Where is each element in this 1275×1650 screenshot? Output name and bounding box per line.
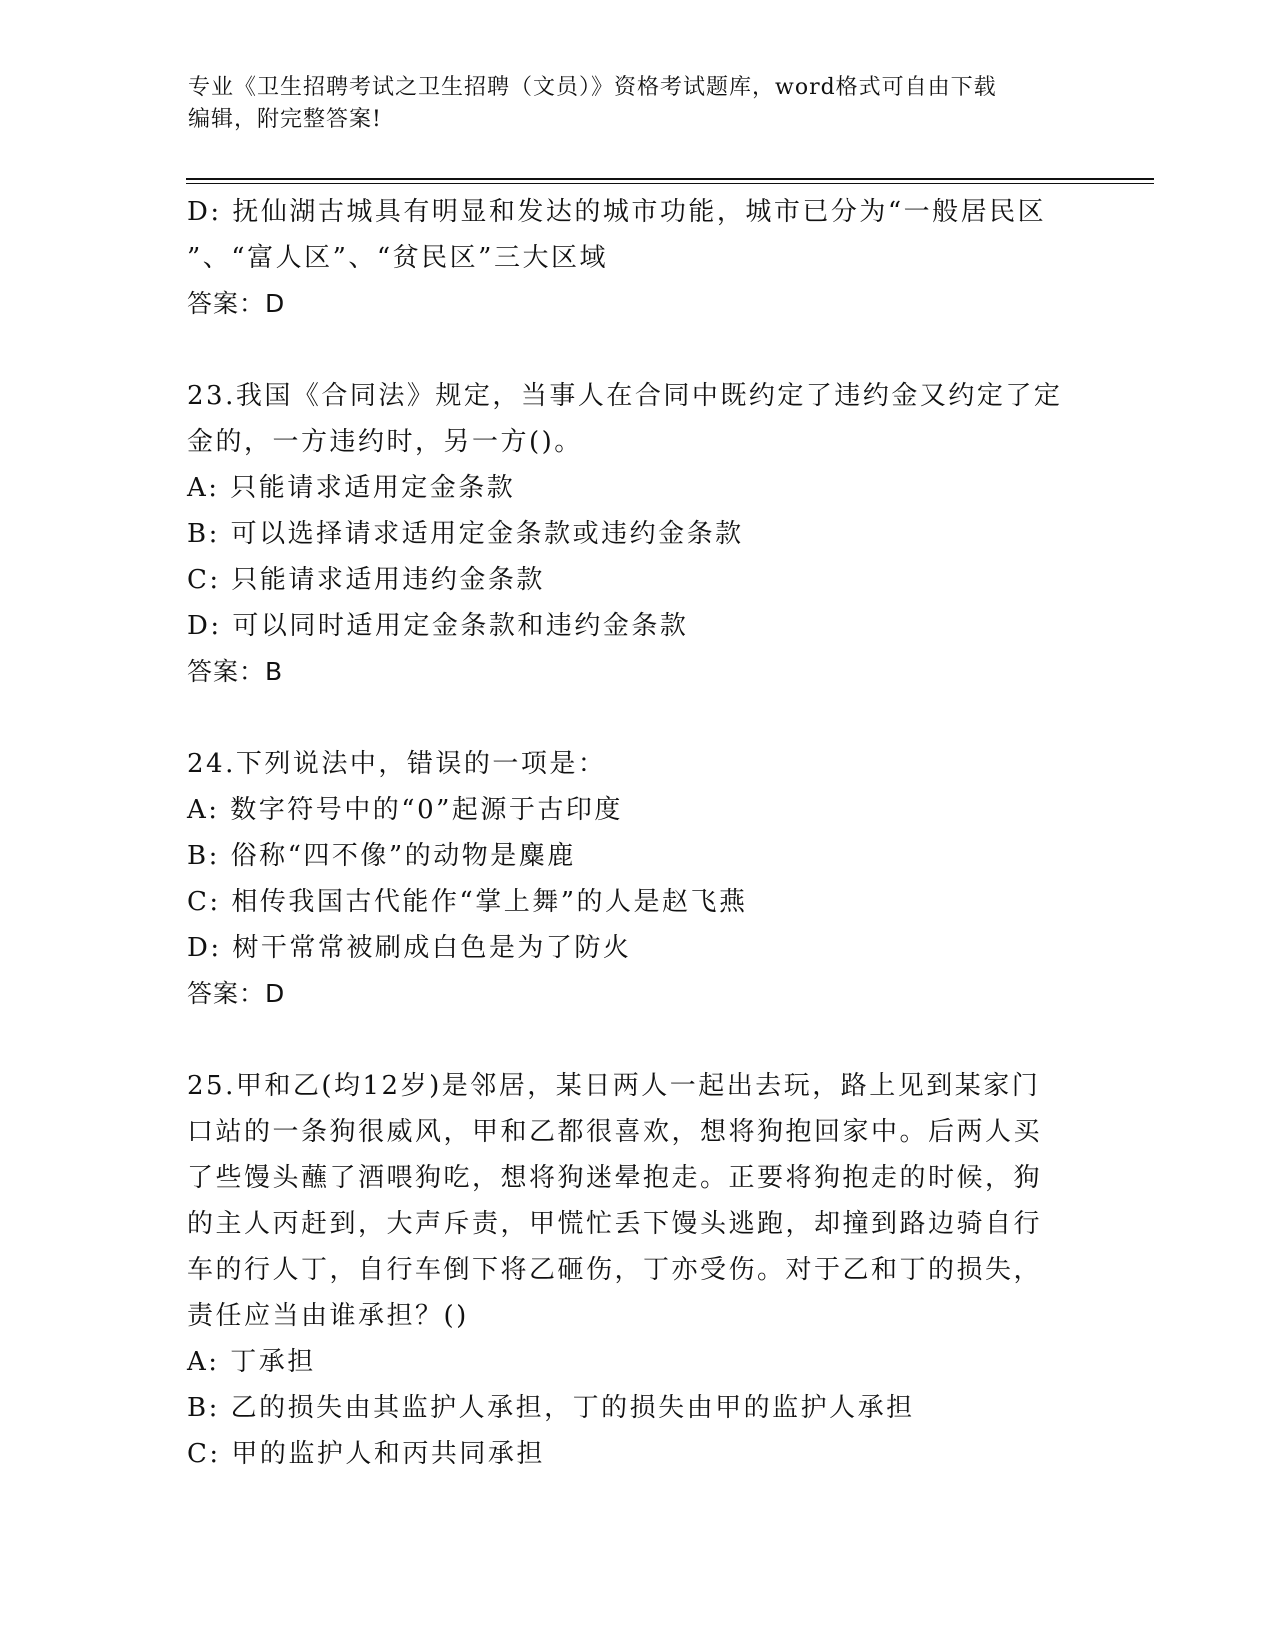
question-stem-line: 口站的一条狗很威风，甲和乙都很喜欢，想将狗抱回家中。后两人买 [187, 1117, 1043, 1147]
question-stem-line: 金的，一方违约时，另一方()。 [187, 427, 583, 457]
answer-label: 答案：D [187, 289, 286, 318]
header-divider-thick [186, 178, 1154, 180]
question-22-fragment [187, 189, 1087, 327]
option-b: B: 可以选择请求适用定金条款或违约金条款 [187, 519, 744, 549]
option-a: A: 只能请求适用定金条款 [187, 473, 516, 503]
question-24 [187, 741, 1087, 1017]
option-d: D: 树干常常被刷成白色是为了防火 [187, 933, 632, 963]
document-header [188, 72, 1088, 136]
question-list [187, 189, 1087, 1477]
question-25 [187, 1063, 1087, 1477]
question-stem-line: 车的行人丁，自行车倒下将乙砸伤，丁亦受伤。对于乙和丁的损失， [187, 1255, 1043, 1285]
question-stem-line: 了些馒头蘸了酒喂狗吃，想将狗迷晕抱走。正要将狗抱走的时候，狗 [187, 1163, 1043, 1193]
header-divider-thin [186, 183, 1154, 184]
question-23 [187, 373, 1087, 695]
question-stem-line: 24.下列说法中，错误的一项是： [187, 749, 607, 779]
question-stem-line: 23.我国《合同法》规定，当事人在合同中既约定了违约金又约定了定 [187, 381, 1063, 411]
option-a: A: 丁承担 [187, 1347, 316, 1377]
answer-label: 答案：D [187, 979, 286, 1008]
option-c: C: 只能请求适用违约金条款 [187, 565, 545, 595]
option-a: A: 数字符号中的“0”起源于古印度 [187, 795, 623, 825]
spacer [187, 327, 1087, 373]
option-c: C: 相传我国古代能作“掌上舞”的人是赵飞燕 [187, 887, 748, 917]
option-b: B: 俗称“四不像”的动物是麋鹿 [187, 841, 576, 871]
option-b: B: 乙的损失由其监护人承担，丁的损失由甲的监护人承担 [187, 1393, 915, 1423]
header-title-line-2: 编辑，附完整答案! [188, 107, 382, 132]
question-stem-line: 25.甲和乙(均12岁)是邻居，某日两人一起出去玩，路上见到某家门 [187, 1071, 1041, 1101]
option-d: D: 抚仙湖古城具有明显和发达的城市功能，城市已分为“一般居民区 [187, 197, 1047, 227]
spacer [187, 1017, 1087, 1063]
answer-label: 答案：B [187, 657, 284, 686]
question-stem-line: 责任应当由谁承担？() [187, 1301, 469, 1331]
option-c: C: 甲的监护人和丙共同承担 [187, 1439, 545, 1469]
header-title-line-1: 专业《卫生招聘考试之卫生招聘（文员）》资格考试题库，word格式可自由下载 [188, 75, 997, 100]
option-d-continued: ”、“富人区”、“贫民区”三大区域 [187, 243, 608, 273]
option-d: D: 可以同时适用定金条款和违约金条款 [187, 611, 689, 641]
spacer [187, 695, 1087, 741]
question-stem-line: 的主人丙赶到，大声斥责，甲慌忙丢下馒头逃跑，却撞到路边骑自行 [187, 1209, 1043, 1239]
